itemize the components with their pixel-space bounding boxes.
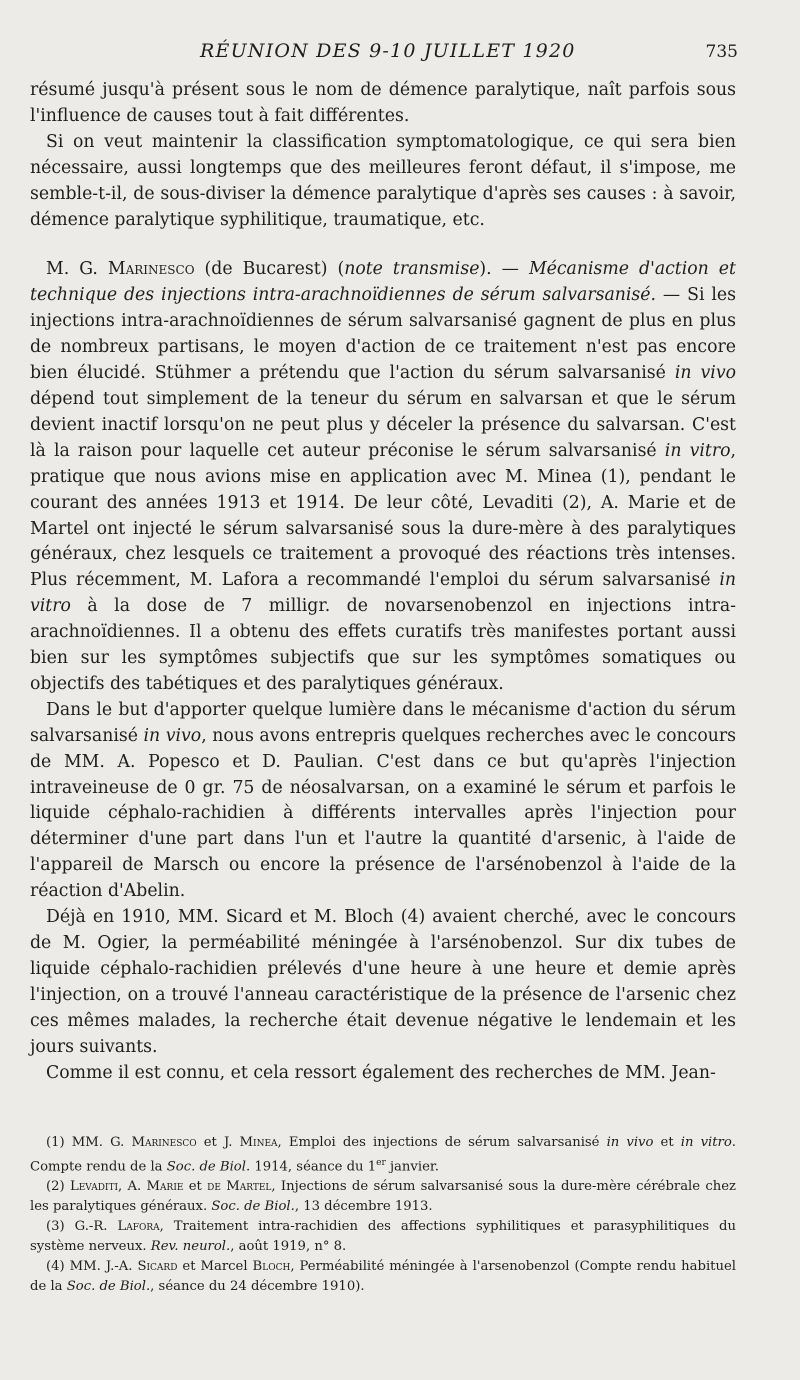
text: , pratique que nous avions mise en application avec M. Minea (1), pendant le courant des années 1913 et 1914. De leur côté, Levaditi (2), A. Marie et de Martel ont injecté le sérum salvarsanisé sous la dure-mère à des paralytiques généraux, chez lesquels ce traitement a provoqué des réactions très intenses. Plus récemment, M. Lafora a recommandé l'emploi du sérum salvarsanisé xyxy=(30,440,736,591)
paragraph-5: Déjà en 1910, MM. Sicard et M. Bloch (4) avaient cherché, avec le concours de M. Ogier, la perméabilité méningée à l'arsénobenzol. Sur dix tubes de liquide céphalo-rachidien prélevés d'une heure à une heure et demie après l'injection, on a trouvé l'anneau caractéristique de la présence de l'arsenic chez ces mêmes malades, la recherche était devenue négative le lendemain et les jours suivants. xyxy=(30,907,736,1057)
italic-text: in vivo xyxy=(143,725,202,746)
text: , Perméabilité méningée à l'arsenobenzol (Compte rendu habituel de la xyxy=(30,1259,737,1295)
italic-text: note transmise xyxy=(344,259,480,280)
footnote-number: (2) xyxy=(46,1179,70,1195)
text: à la dose de 7 milligr. de novarsenobenzol en injections intra-arachnoïdiennes. Il a obtenu des effets curatifs très manifestes portant aussi bien sur les symptômes subjectifs que sur les symptômes somatiques ou objectifs des tabétiques et des paralytiques généraux. xyxy=(30,596,736,694)
author-name: de Martel xyxy=(207,1179,272,1195)
text: , Injections de sérum salvarsanisé sous la dure-mère cérébrale chez les paralytiques généraux. xyxy=(30,1179,737,1215)
text: , A. xyxy=(118,1179,147,1195)
author-name: Marinesco xyxy=(131,1135,197,1150)
italic-text: in vitro xyxy=(680,1135,732,1150)
paragraph-marinesco xyxy=(30,257,736,697)
footnote-1 xyxy=(30,1133,736,1177)
author-name: Lafora xyxy=(117,1219,160,1235)
footnotes xyxy=(30,1133,736,1297)
text: et Marcel xyxy=(177,1259,253,1275)
paragraph-1: résumé jusqu'à présent sous le nom de démence paralytique, naît parfois sous l'influence de causes tout à fait différentes. xyxy=(30,80,736,126)
text: , nous avons entrepris quelques recherches avec le concours de MM. A. Popesco et D. Paulian. C'est dans ce but qu'après l'injection intraveineuse de 0 gr. 75 de néosalvarsan, on a examiné le sérum et parfois le liquide céphalo-rachidien à différents intervalles après l'injection pour déterminer d'une part dans l'un et l'autre la quantité d'arsenic, à l'aide de l'appareil de Marsch ou encore la présence de l'arsénobenzol à l'aide de la réaction d'Abelin. xyxy=(30,725,736,902)
journal-name: Soc. de Biol. xyxy=(166,1159,251,1175)
author-name: Bloch xyxy=(252,1259,291,1275)
footnote-3 xyxy=(30,1217,736,1257)
text: dépend tout simplement de la teneur du sérum en salvarsan et que le sérum devient inactif lorsqu'on ne peut plus y déceler la présence du salvarsan. C'est là la raison pour laquelle cet auteur préconise le sérum salvarsanisé xyxy=(30,388,736,461)
footnote-number: (4) xyxy=(46,1259,70,1275)
text: M. G. xyxy=(46,259,108,280)
footnote-2 xyxy=(30,1177,736,1217)
page-header xyxy=(30,38,736,78)
superscript: er xyxy=(376,1158,386,1168)
footnote-number: (3) xyxy=(46,1219,75,1235)
article-title: Mécanisme d'action et technique des injections intra-arachnoïdiennes de sérum salvarsanisé. xyxy=(30,259,736,306)
text: (de Bucarest) ( xyxy=(194,259,345,280)
journal-name: Soc. de Biol. xyxy=(66,1279,151,1295)
paragraph-6: Comme il est connu, et cela ressort également des recherches de MM. Jean- xyxy=(46,1062,716,1083)
page-number: 735 xyxy=(705,42,738,62)
text: 1914, séance du 1 xyxy=(250,1159,377,1175)
author-name: Marie xyxy=(146,1179,184,1195)
text: et xyxy=(183,1179,208,1195)
italic-text: in vitro xyxy=(664,440,731,461)
author-name: Marinesco xyxy=(107,259,195,280)
paragraph-2: Si on veut maintenir la classification symptomatologique, ce qui sera bien nécessaire, aussi longtemps que des meilleures feront défaut, il s'impose, me semble-t-il, de sous-diviser la démence paralytique d'après ses causes : à savoir, démence paralytique syphilitique, traumatique, etc. xyxy=(30,131,736,230)
author-name: Levaditi xyxy=(69,1179,119,1195)
text: janvier. xyxy=(385,1159,439,1175)
text: . Compte rendu de la xyxy=(30,1135,736,1175)
italic-text: in vitro xyxy=(30,570,736,617)
text: MM. J.-A. xyxy=(69,1259,138,1275)
journal-name: Rev. neurol. xyxy=(150,1239,231,1255)
text: , Traitement intra-rachidien des affections syphilitiques et parasyphilitiques du système nerveux. xyxy=(30,1219,736,1255)
text: G.-R. xyxy=(74,1219,118,1235)
text: , séance du 24 décembre 1910). xyxy=(150,1279,365,1295)
text: , 13 décembre 1913. xyxy=(294,1199,433,1215)
text: , août 1919, n° 8. xyxy=(230,1239,347,1255)
text: MM. G. xyxy=(71,1135,132,1150)
footnote-4 xyxy=(30,1257,736,1297)
paragraph-4 xyxy=(30,698,736,905)
author-name: Minea xyxy=(239,1135,278,1150)
running-head: RÉUNION DES 9-10 JUILLET 1920 xyxy=(200,40,576,62)
footnote-number: (1) xyxy=(46,1135,72,1150)
text: — Si les injections intra-arachnoïdiennes de sérum salvarsanisé gagnent de plus en plus de nombreux partisans, le moyen d'action de ce traitement n'est pas encore bien élucidé. Stühmer a prétendu que l'action du sérum salvarsanisé xyxy=(30,285,737,384)
italic-text: in vivo xyxy=(606,1135,654,1150)
text: ). — xyxy=(479,259,529,280)
text: Dans le but d'apporter quelque lumière dans le mécanisme d'action du sérum salvarsanisé xyxy=(30,699,736,746)
text: , Emploi des injections de sérum salvarsanisé xyxy=(277,1135,607,1150)
text: et xyxy=(653,1135,681,1150)
italic-text: in vivo xyxy=(674,363,736,384)
body-text xyxy=(30,78,736,1086)
journal-name: Soc. de Biol. xyxy=(211,1199,295,1215)
author-name: Sicard xyxy=(137,1259,178,1275)
text: et J. xyxy=(196,1135,240,1150)
